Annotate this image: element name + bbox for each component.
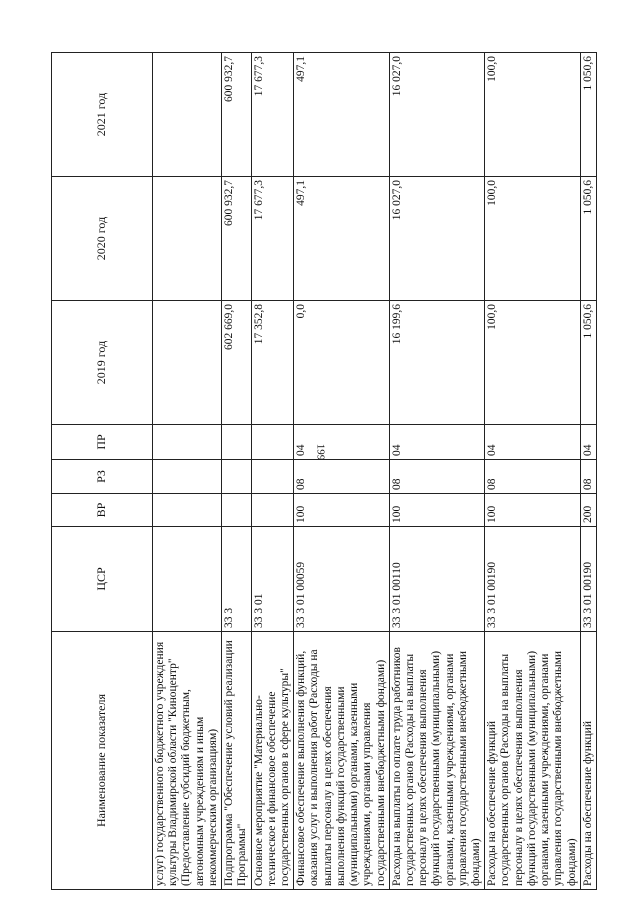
cell-2021: 17 677,3	[251, 53, 294, 177]
cell-pr: 04	[485, 425, 581, 460]
cell-2021: 100,0	[485, 53, 581, 177]
cell-2019	[153, 301, 222, 425]
cell-2020: 497,1	[294, 177, 390, 301]
header-rz: РЗ	[52, 460, 153, 494]
cell-vr	[153, 494, 222, 527]
cell-vr: 100	[485, 494, 581, 527]
cell-2019: 17 352,8	[251, 301, 294, 425]
cell-csr: 33 3 01 00110	[389, 527, 485, 632]
cell-csr: 33 3	[222, 527, 251, 632]
cell-name: Основное мероприятие "Материально-техническое и финансовое обеспечение государственных органов в сфере культуры"	[251, 632, 294, 890]
page-number: 199	[314, 443, 327, 461]
cell-2019: 100,0	[485, 301, 581, 425]
cell-2021: 1 050,6	[580, 53, 596, 177]
cell-2021: 600 932,7	[222, 53, 251, 177]
table-row	[485, 53, 581, 890]
cell-rz: 08	[485, 460, 581, 494]
cell-csr	[153, 527, 222, 632]
cell-pr	[222, 425, 251, 460]
budget-table	[51, 52, 597, 890]
table-row	[580, 53, 596, 890]
cell-vr: 200	[580, 494, 596, 527]
cell-2021	[153, 53, 222, 177]
cell-2020: 17 677,3	[251, 177, 294, 301]
cell-name: Финансовое обеспечение выполнения функций, оказания услуг и выполнения работ (Расходы на выплаты персоналу в целях обеспечения выполнения функций государственными (муниципальными) органами, казенными учреждениями, органами управления государственными внебюджетными фондами)	[294, 632, 390, 890]
header-2020: 2020 год	[52, 177, 153, 301]
cell-csr: 33 3 01 00059	[294, 527, 390, 632]
cell-2019: 1 050,6	[580, 301, 596, 425]
cell-2019: 16 199,6	[389, 301, 485, 425]
cell-2020: 1 050,6	[580, 177, 596, 301]
cell-name: услуг) государственного бюджетного учреждения культуры Владимирской области "Киноцентр" (Предоставление субсидий бюджетным, автономным учреждениям и иным некоммерческим организациям)	[153, 632, 222, 890]
cell-name: Подпрограмма "Обеспечение условий реализации Программы"	[222, 632, 251, 890]
cell-vr: 100	[294, 494, 390, 527]
cell-2020: 600 932,7	[222, 177, 251, 301]
cell-2021: 497,1	[294, 53, 390, 177]
table-header-row	[52, 53, 153, 890]
cell-name: Расходы на обеспечение функций	[580, 632, 596, 890]
header-csr: ЦСР	[52, 527, 153, 632]
header-vr: ВР	[52, 494, 153, 527]
header-pr: ПР	[52, 425, 153, 460]
cell-pr: 04	[294, 425, 390, 460]
cell-rz	[153, 460, 222, 494]
header-2019: 2019 год	[52, 301, 153, 425]
cell-vr	[222, 494, 251, 527]
cell-rz	[251, 460, 294, 494]
cell-rz: 08	[294, 460, 390, 494]
table-row	[251, 53, 294, 890]
cell-rz: 08	[580, 460, 596, 494]
cell-vr	[251, 494, 294, 527]
table-row	[153, 53, 222, 890]
cell-2019: 0,0	[294, 301, 390, 425]
table-row	[294, 53, 390, 890]
cell-rz: 08	[389, 460, 485, 494]
cell-2021: 16 027,0	[389, 53, 485, 177]
table-row	[222, 53, 251, 890]
cell-pr: 04	[389, 425, 485, 460]
cell-rz	[222, 460, 251, 494]
cell-csr: 33 3 01	[251, 527, 294, 632]
cell-2019: 602 669,0	[222, 301, 251, 425]
rotated-table-wrapper	[51, 53, 616, 890]
cell-2020: 16 027,0	[389, 177, 485, 301]
cell-pr	[153, 425, 222, 460]
header-2021: 2021 год	[52, 53, 153, 177]
cell-pr	[251, 425, 294, 460]
cell-vr: 100	[389, 494, 485, 527]
header-name: Наименование показателя	[52, 632, 153, 890]
table-row	[389, 53, 485, 890]
cell-csr: 33 3 01 00190	[485, 527, 581, 632]
cell-name: Расходы на обеспечение функций государственных органов (Расходы на выплаты персоналу в целях обеспечения выполнения функций государственными (муниципальными) органами, казенными учреждениями, органами управления государственными внебюджетными фондами)	[485, 632, 581, 890]
cell-2020: 100,0	[485, 177, 581, 301]
cell-name: Расходы на выплаты по оплате труда работников государственных органов (Расходы на выплаты персоналу в целях обеспечения выполнения функций государственными (муниципальными) органами, казенными учреждениями, органами управления государственными внебюджетными фондами)	[389, 632, 485, 890]
cell-2020	[153, 177, 222, 301]
cell-pr: 04	[580, 425, 596, 460]
cell-csr: 33 3 01 00190	[580, 527, 596, 632]
